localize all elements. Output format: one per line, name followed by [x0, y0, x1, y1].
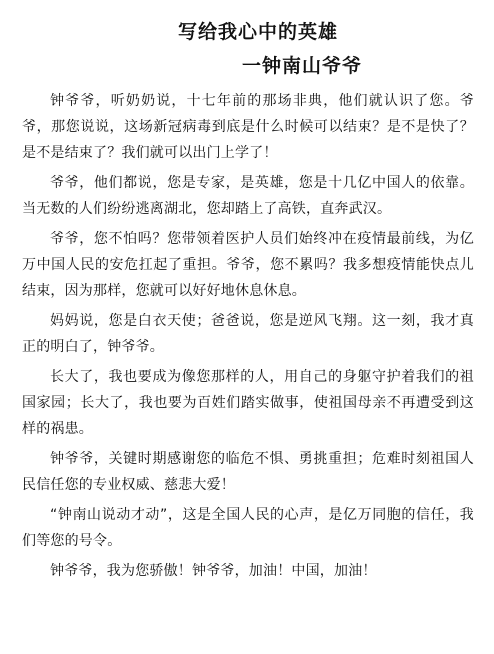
paragraph-1: 钟爷爷，听奶奶说，十七年前的那场非典，他们就认识了您。爷爷，那您说说，这场新冠病毒到底是什么时候可以结束？是不是快了？是不是结束了？我们就可以出门上学了！	[22, 93, 474, 161]
paragraph-8: 钟爷爷，我为您骄傲！钟爷爷，加油！中国，加油！	[50, 563, 377, 579]
document-title: 写给我心中的英雄	[177, 21, 338, 43]
document-subtitle: 一钟南山爷爷	[242, 55, 363, 77]
paragraph-3: 爷爷，您不怕吗？您带领着医护人员们始终冲在疫情最前线，为亿万中国人民的安危扛起了重担。爷爷，您不累吗？我多想疫情能快点儿结束，因为那样，您就可以好好地休息休息。	[22, 231, 474, 299]
paragraph-5: 长大了，我也要成为像您那样的人，用自己的身躯守护着我们的祖国家园；长大了，我也要为百姓们踏实做事，使祖国母亲不再遭受到这样的祸患。	[22, 369, 474, 437]
paragraph-7: “钟南山说动才动”，这是全国人民的心声，是亿万同胞的信任，我们等您的号令。	[22, 507, 474, 549]
paragraph-2: 爷爷，他们都说，您是专家，是英雄，您是十几亿中国人的依靠。当无数的人们纷纷逃离湖北，您却踏上了高铁，直奔武汉。	[22, 175, 474, 217]
paragraph-4: 妈妈说，您是白衣天使；爸爸说，您是逆风飞翔。这一刻，我才真正的明白了，钟爷爷。	[22, 313, 474, 355]
paragraph-6: 钟爷爷，关键时期感谢您的临危不惧、勇挑重担；危难时刻祖国人民信任您的专业权威、慈悲大爱！	[22, 451, 474, 493]
